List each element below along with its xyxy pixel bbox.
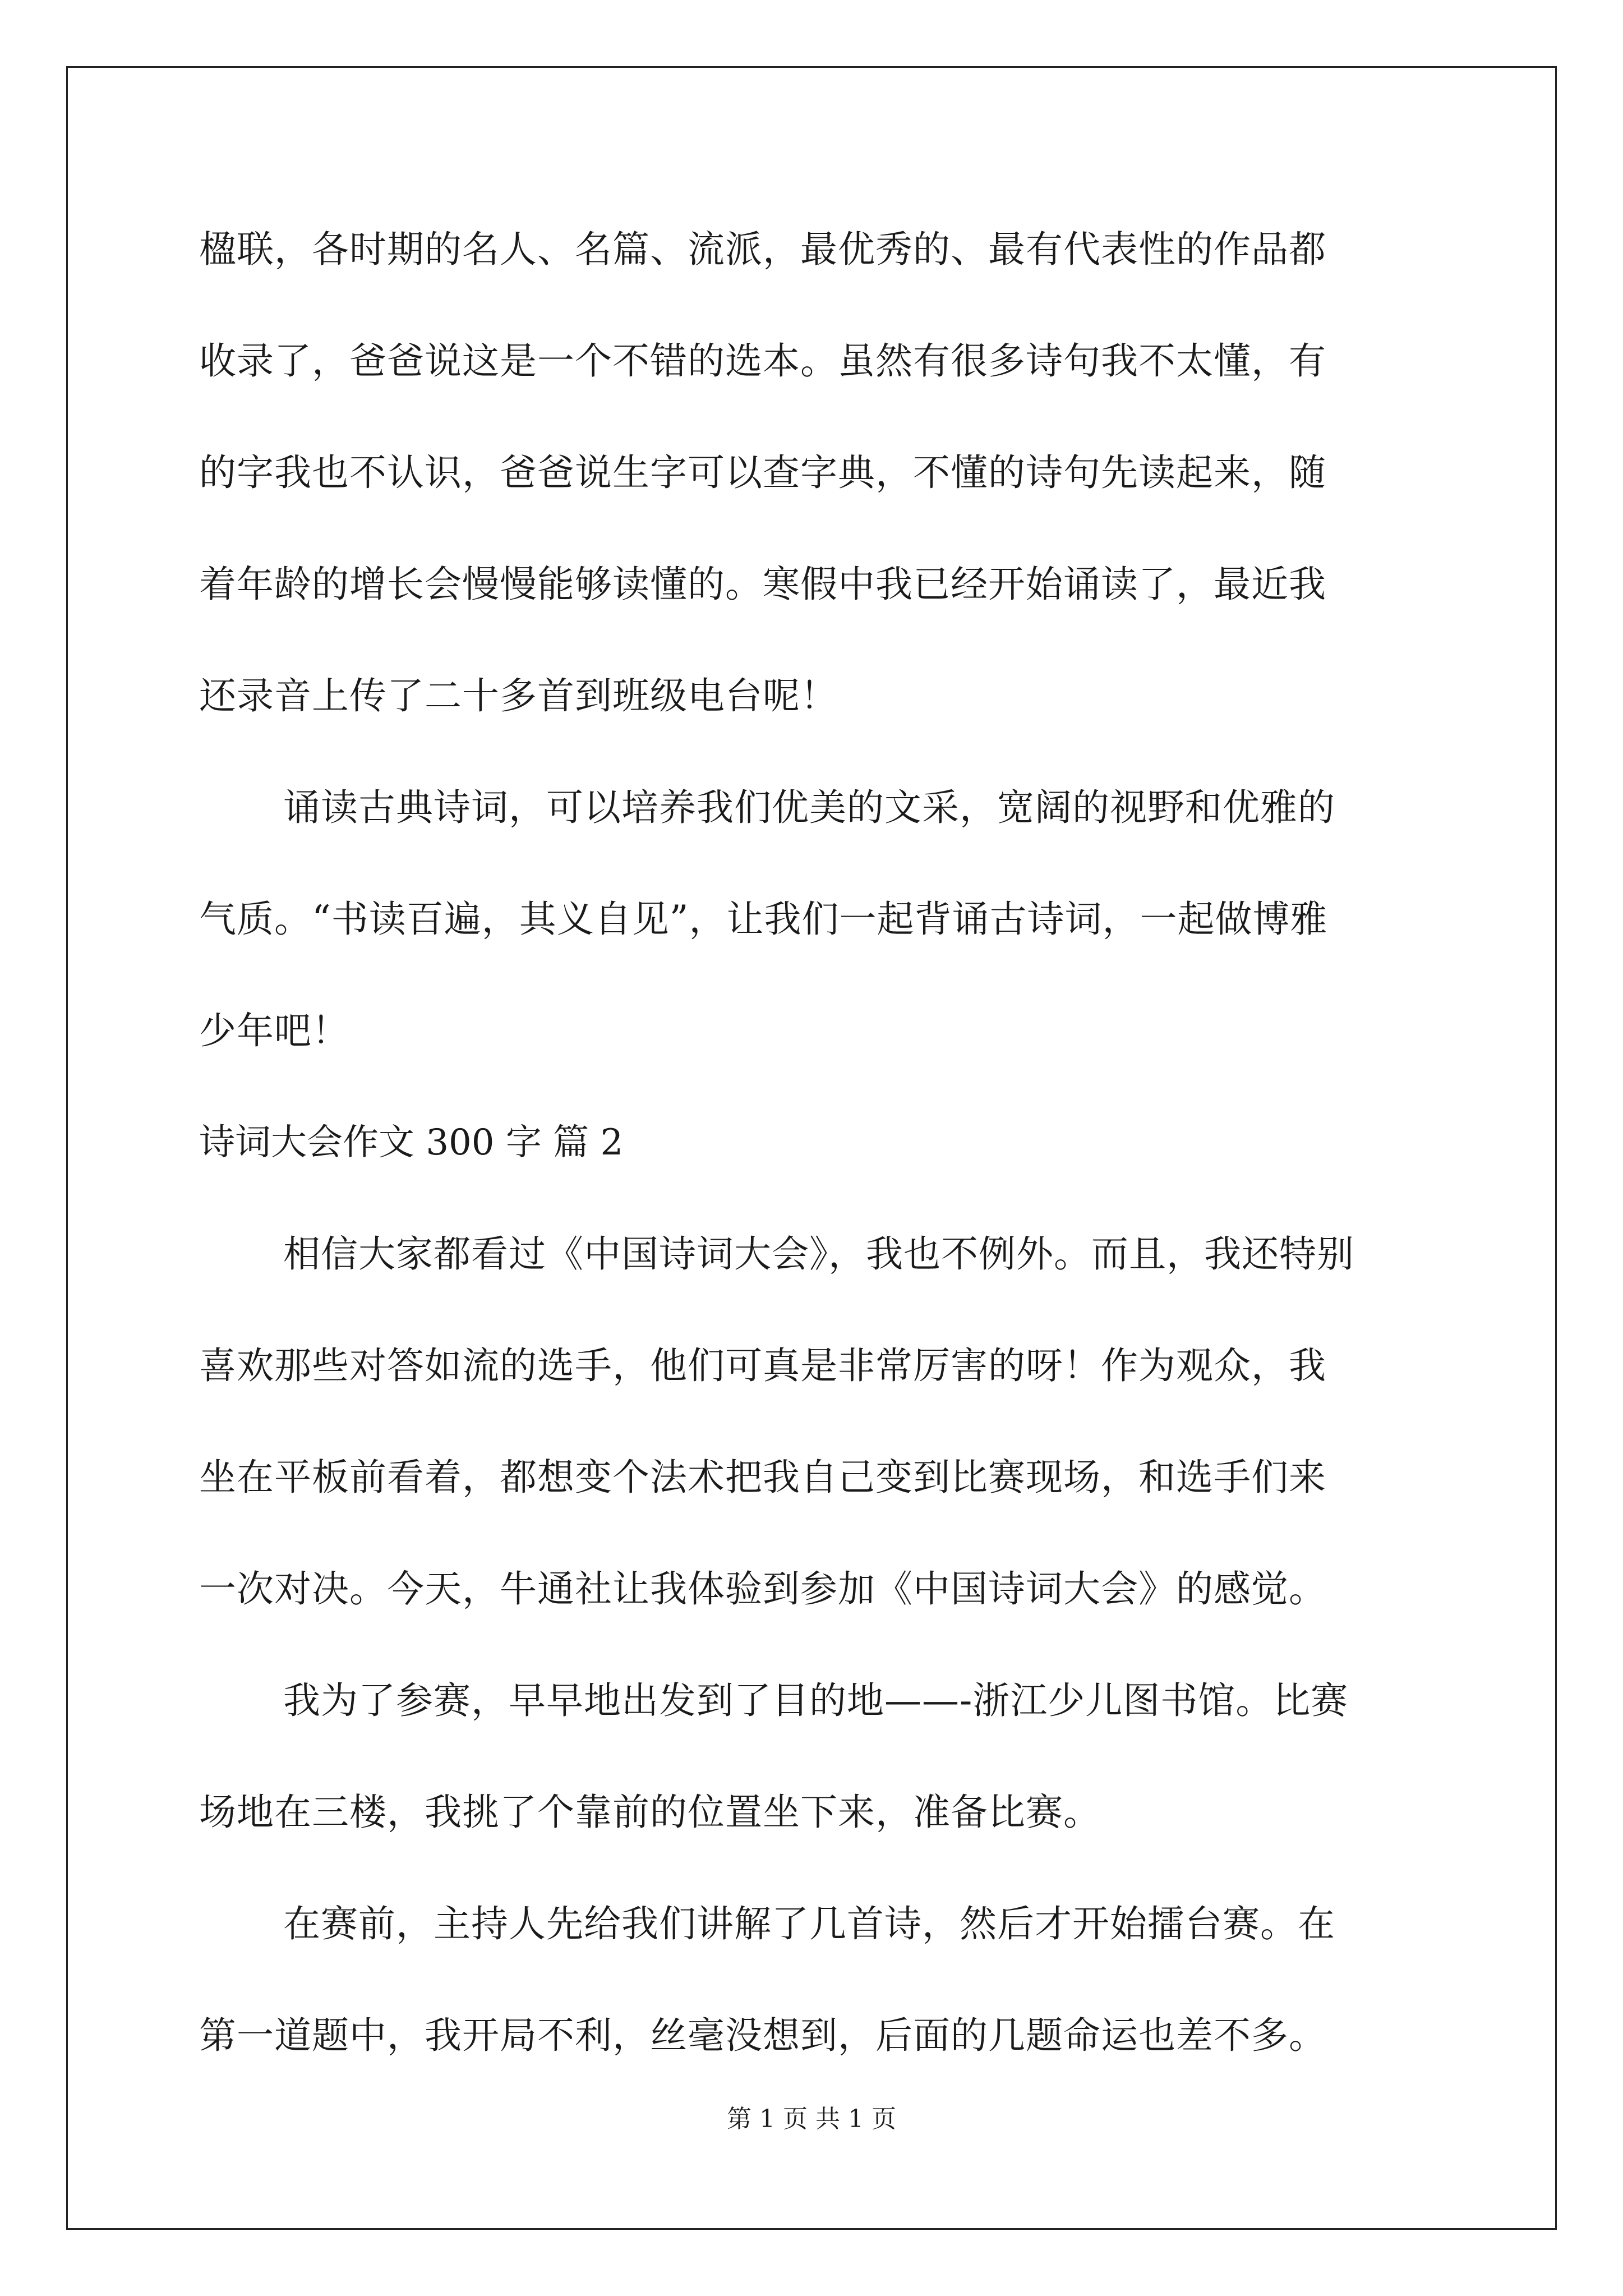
paragraph-line: 场地在三楼，我挑了个靠前的位置坐下来，准备比赛。 <box>199 1791 1101 1834</box>
paragraph-line: 第一道题中，我开局不利，丝毫没想到，后面的几题命运也差不多。 <box>199 2014 1326 2057</box>
paragraph-line: 的字我也不认识，爸爸说生字可以查字典，不懂的诗句先读起来，随 <box>199 451 1326 494</box>
paragraph-line: 坐在平板前看着，都想变个法术把我自己变到比赛现场，和选手们来 <box>199 1456 1326 1499</box>
paragraph-line: 少年吧！ <box>199 1009 349 1052</box>
paragraph-line: 收录了，爸爸说这是一个不错的选本。虽然有很多诗句我不太懂，有 <box>199 339 1326 383</box>
paragraph-line: 诵读古典诗词，可以培养我们优美的文采，宽阔的视野和优雅的 <box>283 786 1335 829</box>
paragraph-line: 一次对决。今天，牛通社让我体验到参加《中国诗词大会》的感觉。 <box>199 1567 1326 1611</box>
paragraph-line: 还录音上传了二十多首到班级电台呢！ <box>199 674 838 717</box>
paragraph-line: 相信大家都看过《中国诗词大会》，我也不例外。而且，我还特别 <box>283 1232 1354 1276</box>
paragraph-line: 着年龄的增长会慢慢能够读懂的。寒假中我已经开始诵读了，最近我 <box>199 563 1326 606</box>
section-heading: 诗词大会作文 300 字 篇 2 <box>199 1122 624 1163</box>
paragraph-line: 喜欢那些对答如流的选手，他们可真是非常厉害的呀！作为观众，我 <box>199 1344 1326 1387</box>
paragraph-line: 楹联，各时期的名人、名篇、流派，最优秀的、最有代表性的作品都 <box>199 228 1326 271</box>
paragraph-line: 气质。“书读百遍，其义自见”，让我们一起背诵古诗词，一起做博雅 <box>199 898 1328 941</box>
paragraph-line: 在赛前，主持人先给我们讲解了几首诗，然后才开始擂台赛。在 <box>283 1902 1335 1945</box>
page-footer: 第 1 页 共 1 页 <box>727 2105 896 2133</box>
paragraph-line: 我为了参赛，早早地出发到了目的地——-浙江少儿图书馆。比赛 <box>283 1679 1349 1722</box>
